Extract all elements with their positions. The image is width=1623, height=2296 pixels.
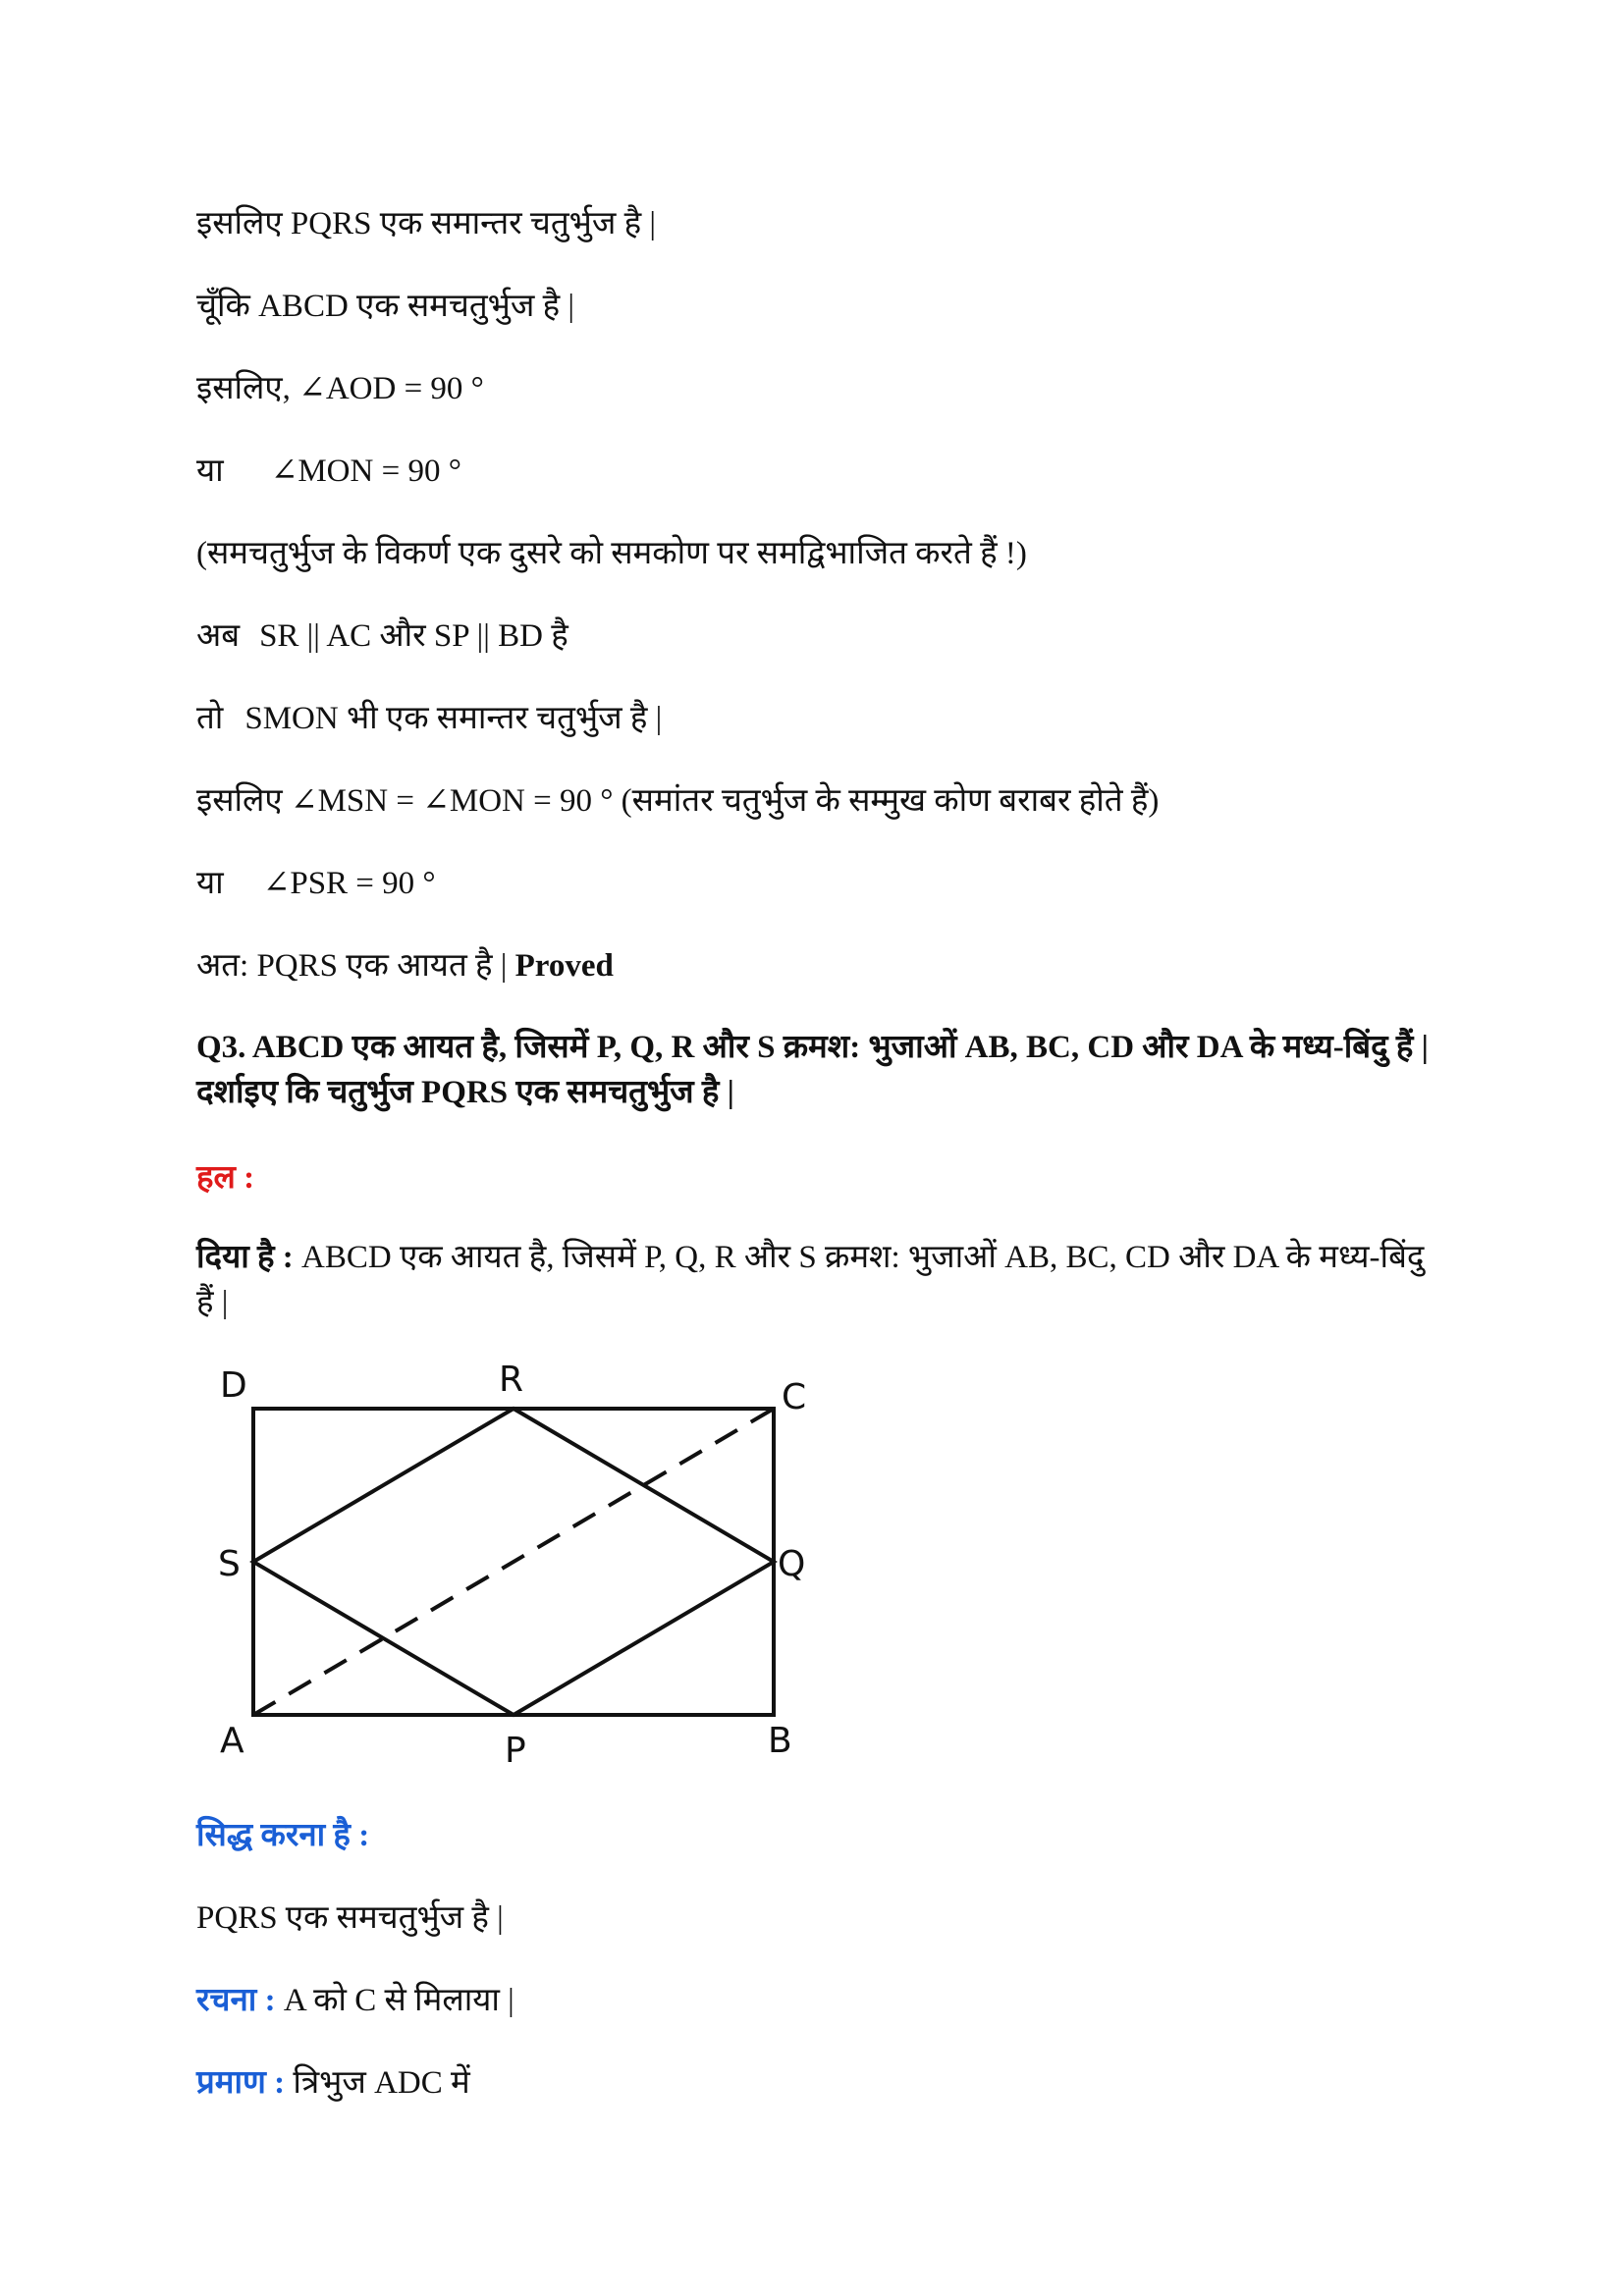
- text-line-5: (समचतुर्भुज के विकर्ण एक दुसरे को समकोण पर समद्विभाजित करते हैं !): [196, 536, 1027, 571]
- construction-text: A को C से मिलाया |: [275, 1983, 514, 2018]
- text-line-10: [196, 944, 614, 988]
- line-9-expression: ∠PSR = 90 °: [262, 866, 436, 901]
- given-text: ABCD एक आयत है, जिसमें P, Q, R और S क्रमश: भुजाओं AB, BC, CD और DA के मध्य-बिंदु हैं |: [196, 1240, 1425, 1320]
- text-line-4: [196, 450, 461, 493]
- question-3: Q3. ABCD एक आयत है, जिसमें P, Q, R और S क्रमश: भुजाओं AB, BC, CD और DA के मध्य-बिंदु हैं | दर्शाइए कि चतुर्भुज PQRS एक समचतुर्भुज है |: [196, 1030, 1429, 1110]
- line-6-prefix: अब: [196, 618, 241, 654]
- text-line-2: चूँकि ABCD एक समचतुर्भुज है |: [196, 289, 574, 324]
- text-line-9: [196, 862, 436, 905]
- line-4-expression: ∠MON = 90 °: [270, 454, 461, 489]
- diagonal-ac: [253, 1409, 774, 1715]
- label-a: A: [220, 1721, 244, 1761]
- proof-label: प्रमाण :: [196, 2065, 286, 2101]
- text-line-6: [196, 614, 568, 658]
- text-line-3: इसलिए, ∠AOD = 90 °: [196, 371, 484, 406]
- label-c: C: [782, 1377, 807, 1417]
- solution-heading: हल :: [196, 1160, 255, 1196]
- rectangle-figure: [206, 1360, 835, 1772]
- label-p: P: [505, 1731, 526, 1771]
- label-b: B: [768, 1721, 792, 1761]
- line-7-expression: SMON भी एक समान्तर चतुर्भुज है |: [244, 701, 663, 736]
- proved-label: Proved: [514, 948, 614, 984]
- rectangle-diagram: [206, 1360, 835, 1772]
- line-10-text: अत: PQRS एक आयत है |: [196, 948, 515, 984]
- text-line-7: [196, 697, 662, 740]
- to-prove-heading: सिद्ध करना है :: [196, 1818, 370, 1853]
- proof-text: त्रिभुज ADC में: [285, 2065, 470, 2101]
- line-7-prefix: तो: [196, 701, 224, 736]
- given-label: दिया है :: [196, 1240, 294, 1275]
- line-9-prefix: या: [196, 866, 224, 901]
- given-paragraph: [196, 1235, 1434, 1325]
- label-d: D: [220, 1365, 247, 1406]
- label-r: R: [499, 1360, 524, 1400]
- label-q: Q: [778, 1544, 806, 1584]
- line-4-prefix: या: [196, 454, 224, 489]
- proof-line: [196, 2061, 470, 2105]
- line-6-expression: SR || AC और SP || BD है: [259, 618, 568, 654]
- construction-label: रचना :: [196, 1983, 276, 2018]
- label-s: S: [218, 1544, 241, 1584]
- construction-line: [196, 1979, 514, 2022]
- text-line-1: इसलिए PQRS एक समान्तर चतुर्भुज है |: [196, 206, 656, 241]
- to-prove-text: PQRS एक समचतुर्भुज है |: [196, 1900, 504, 1936]
- text-line-8: इसलिए ∠MSN = ∠MON = 90 ° (समांतर चतुर्भुज के सम्मुख कोण बराबर होते हैं): [196, 783, 1160, 819]
